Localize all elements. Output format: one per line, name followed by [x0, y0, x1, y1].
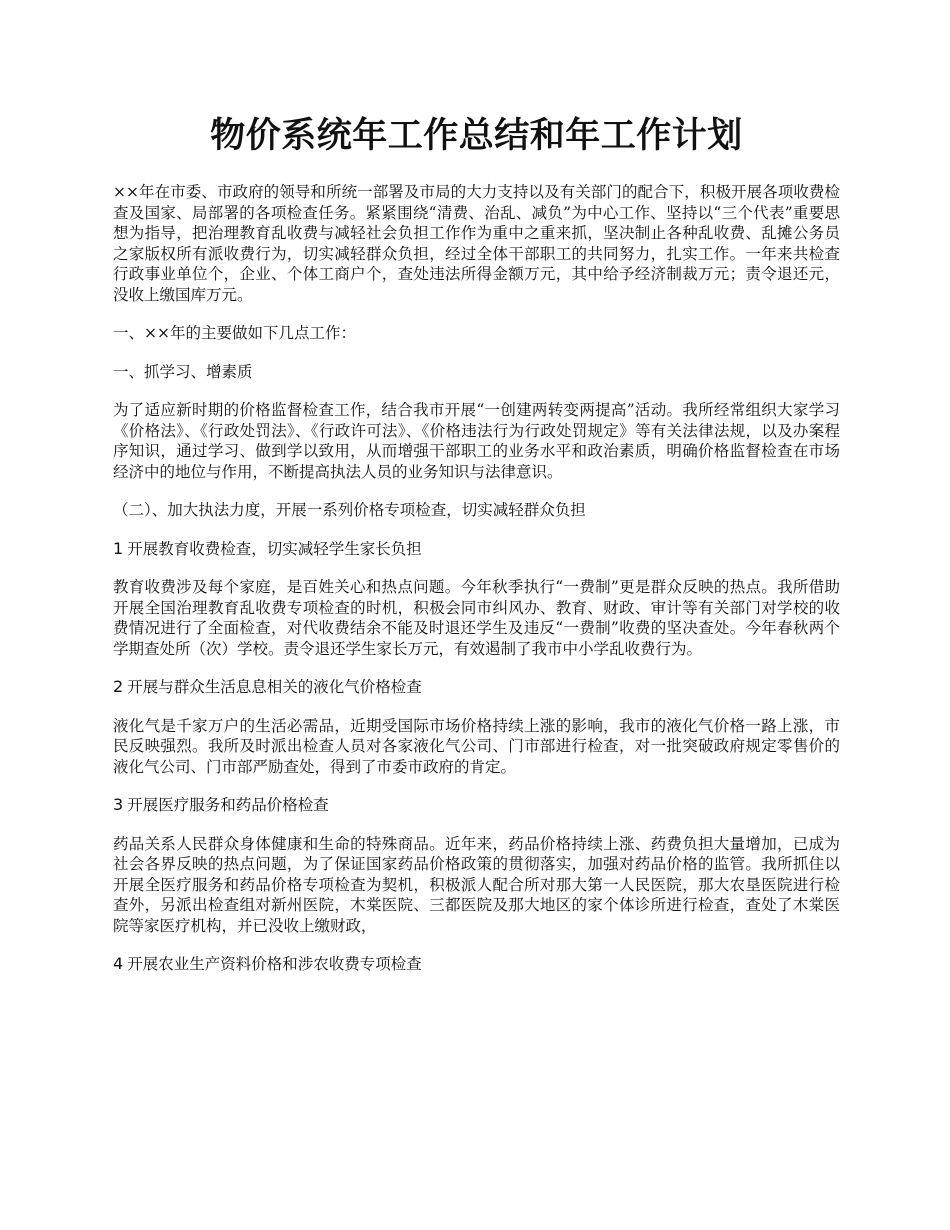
subheading-number: 3 [113, 795, 124, 814]
subheading-number: 1 [113, 538, 124, 558]
subheading-education [113, 539, 840, 560]
document-page [113, 108, 840, 993]
subheading-agriculture [113, 954, 840, 975]
section-heading-study: 一、抓学习、增素质 [113, 362, 253, 381]
main-heading: 一、××年的主要做如下几点工作： [113, 324, 356, 342]
subheading-medical [113, 795, 840, 816]
intro-paragraph: ××年在市委、市政府的领导和所统一部署及市局的大力支持以及有关部门的配合下，积极开展各项收费检查及国家、局部署的各项检查任务。紧紧围绕“清费、治乱、减负”为中心工作、坚持以“三个代表”重要思想为指导，把治理教育乱收费与减轻社会负担工作作为重中之重来抓，坚决制止各种乱收费、乱摊公务员之家版权所有派收费行为，切实减轻群众负担，经过全体干部职工的共同努力，扎实工作。一年来共检查行政事业单位个，企业、个体工商户个，查处违法所得金额万元，其中给予经济制裁万元；责令退还元，没收上缴国库万元。 [113, 183, 840, 304]
subheading-text: 开展农业生产资料价格和涉农收费专项检查 [127, 955, 422, 973]
subheading-text: 开展医疗服务和药品价格检查 [127, 796, 329, 814]
subheading-lpg [113, 677, 840, 698]
lpg-paragraph: 液化气是千家万户的生活必需品，近期受国际市场价格持续上涨的影响，我市的液化气价格一路上涨，市民反映强烈。我所及时派出检查人员对各家液化气公司、门市部进行检查，对一批突破政府规定零售价的液化气公司、门市部严励查处，得到了市委市政府的肯定。 [113, 716, 840, 776]
subheading-number: 4 [113, 954, 124, 973]
section-heading-enforcement: （二）、加大执法力度，开展一系列价格专项检查，切实减轻群众负担 [113, 501, 586, 519]
document-title: 物价系统年工作总结和年工作计划 [210, 116, 743, 156]
subheading-text: 开展与群众生活息息相关的液化气价格检查 [127, 678, 422, 696]
study-paragraph: 为了适应新时期的价格监督检查工作，结合我市开展“一创建两转变两提高”活动。我所经常组织大家学习《价格法》、《行政处罚法》、《行政许可法》、《价格违法行为行政处罚规定》等有关法律法规，以及办案程序知识，通过学习、做到学以致用，从而增强干部职工的业务水平和政治素质，明确价格监督检查在市场经济中的地位与作用，不断提高执法人员的业务知识与法律意识。 [113, 401, 840, 481]
subheading-number: 2 [113, 677, 124, 696]
medical-paragraph: 药品关系人民群众身体健康和生命的特殊商品。近年来，药品价格持续上涨、药费负担大量增加，已成为社会各界反映的热点问题，为了保证国家药品价格政策的贯彻落实，加强对药品价格的监管。我所抓住以开展全医疗服务和药品价格专项检查为契机，积极派人配合所对那大第一人民医院，那大农垦医院进行检查外，另派出检查组对新州医院，木棠医院、三都医院及那大地区的家个体诊所进行检查，查处了木棠医院等家医疗机构，并已没收上缴财政， [113, 834, 840, 935]
education-paragraph: 教育收费涉及每个家庭，是百姓关心和热点问题。今年秋季执行“一费制”更是群众反映的热点。我所借助开展全国治理教育乱收费专项检查的时机，积极会同市纠风办、教育、财政、审计等有关部门对学校的收费情况进行了全面检查，对代收费结余不能及时退还学生及违反“一费制”收费的坚决查处。今年春秋两个学期查处所（次）学校。责令退还学生家长万元，有效遏制了我市中小学乱收费行为。 [113, 578, 840, 658]
subheading-text: 开展教育收费检查，切实减轻学生家长负担 [127, 539, 422, 558]
